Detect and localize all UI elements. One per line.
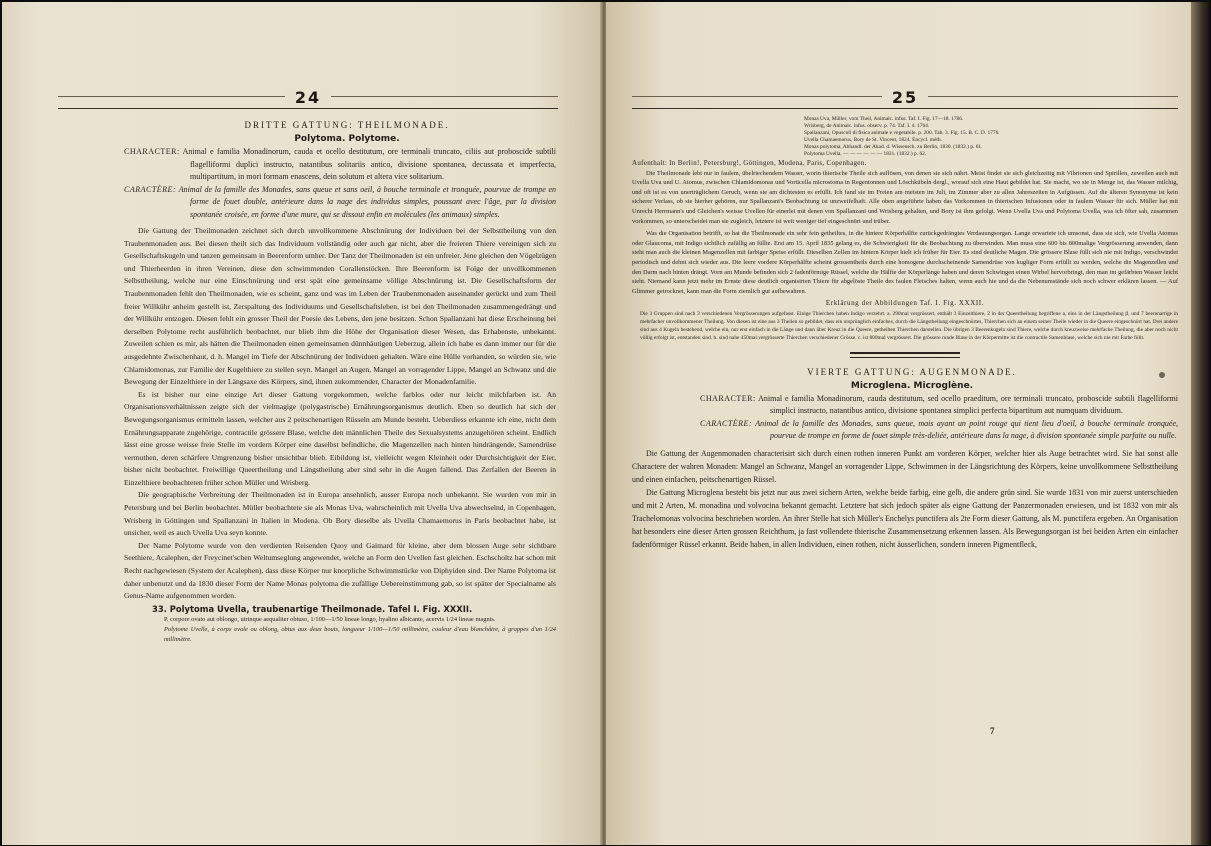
citation: Monas Uva, Müller, vom Theil, Animalc. infus. Taf. I. Fig. 17—18. 1786. [804, 116, 964, 122]
left-paragraph-2: Es ist bisher nur eine einzige Art dieser Gattung vorgekommen, welche farblos oder nur leicht milchfarben ist. An Organisationsverhältnissen zeigte sich der vielmagige (polygastrische) Ernährungsorganismus deutlich. Eben so deutlich hat sich der Bewegungsorganismus ermitteln lassen, welcher aus 2 peitschenartigen Rüsseln am Munde besteht. Ueberdiess erkannte ich eine, nicht dem Ernährungsapparate zugehörige, contractile grössere Blase, welche den männlichen Theile des Sexualsystems anzugehören scheint. Endlich lässt eine grosse weisse freie Stelle im vordern Körper eine daselbst befindliche, die Magenzellen nach hinten hindrängende, Samendrüse vermuthen, deren schärfere Umgrenzung bisher unsichtbar blieb. Eibildung ist, vielleicht wegen Kleinheit oder Durchsichtigkeit der Eier, bisher nicht beobachtet. Freiwillige Queertheilung und Längstheilung aber sind sehr in die Augen fallend. Das Zerfallen der Beeren in Einzelthiere beobachteten früher schon Müller und Wrisberg. [124, 389, 556, 487]
left-paragraph-1: Die Gattung der Theilmonaden zeichnet sich durch unvollkommene Abschnürung der Individuen bei der Selbsttheilung von den Traubenmonaden aus. Bei diesen theilt sich das Individuum vollständig oder auch gar nicht, aber die freieren Thiere vereinigen sich zu Gesellschaftskugeln und tanzen gemeinsam in Beerenform umher. Der Tanz der Theilmonaden ist ein unfreier. Jene gleichen den Vögelzügen und Thierheerden in ihren Vereinen, diese den schwimmenden Corallenstöcken. Ihre Beerenform ist Folge der unvollkommenen Selbsttheilung, welche nur eine Einschnürung und erst spät eine gemeinsame völlige Abschnürung ist. Die Gesellschaftsform der Traubenmonaden fehlt den Theilmonaden, wie es scheint, ganz und was im Leben der Traubenmonaden auseinander gerückt und zum Theil freier Willkühr anheim gestellt ist, Zerspaltung des Individuums und Gesellschaftsleben, ist bei den Theilmonaden zusammengedrängt und der Willkühr entzogen. Diesen fehlt ein grosser Theil der Poesie des Lebens, den jene besitzen. Schon Spallanzani hat diese Erscheinung bei derselben Polytome recht ausführlich beobachtet, nur blieb ihm die Höhe der Organisation dieser Wesen, das Erhabenste, unbekannt. Zuweilen schien es mir, als hätten die Theilmonaden einen gemeinsamen dünnhäutigen Ueberzug, allein ich habe es dann immer nur für die ausgedehnte Zwischenhaut, d. h. Mangel im Tiefe der Abschnürung der Individuen gehalten. Wäre eine Hülle vorhanden, so würden sie, wie Chlamidomonas, zur Familie der Kugelthiere zu stellen seyn. Mangel an Augen, Mangel an vorragender Lippe, Mangel an Schwanz und die Bewegung der Einzelthiere in der Längsaxe des Körpers, sind, ihnen zukommender, Character der Monadenfamilie. [124, 226, 556, 387]
right-upper-text [632, 159, 1178, 342]
left-page-header [58, 88, 558, 109]
erklaerung-text: Die 3 Gruppen sind nach 3 verschiedenen Vergrösserungen aufgefasst. Einige Thierchen haben Indigo verzehrt. a. 290mal vergrössert, enthält 3 Einzelthiere, 2 in der Queertheilung begriffene a, eins in der Längstheilung β, und 7 beerenartige in mehrfacher unvollkommener Theilung. Von diesen ist eine aus 3 Theilen so gebildet, dass ein ursprünglich einfaches, durch die Längstheilung eingeschnürtes, Thierchen sich an einem seiner Theile wieder in die Queere eingeschnürt hat. Drei andere sind aus 4 Kugeln bestehend, welche ein, nur erst einfach in die Länge und dann über Kreuz in die Queere, getheilten Thierchen darstellen. Die übrigen 3 Beerenkugeln sind Thiere, welche durch kreuzweise mehrfache Theilung, die aber noch nicht völlig erfolgt ist, entstanden sind. b. sind nahe 450mal vergrösserte Thierchen verschiedener Grösse. c. ist 800mal vergrössert. Die grössere runde Blase in der Körpermitte ist die contractile Samenblase, welche sich nie mit Farbe füllt. [640, 310, 1178, 341]
right-paragraph-2: Was die Organisation betrifft, so hat die Theilmonade ein sehr fein getheiltes, in die hintere Körperhälfte zurückgedrängtes Verdauungsorgan. Lange erwartete ich umsonst, dass sie sich, wie Uvella Atomus oder Glaucoma, mit Indigo sichtlich zufällig an füllte. Erst am 15. April 1835 gelang es, die Schwierigkeit für die Beobachtung zu überwinden. Man muss eine 600 bis 800malige Vergrösserung anwenden, dann sieht man auch die kleinen Magenzellen mit farbiger Speise erfüllt. Dieselben Zellen im hintern Körper hielt ich früher für Eier. Es sind deutliche Magen. Die grössere Blase füllt sich nie mit Indigo, verschwindet periodisch und dehnt sich wieder aus. Die leere vordere Körperhälfte scheint grossentheils durch eine homogene durchscheinende Samendrüse von kugliger Form erfüllt zu werden, welche die Magenzellen und den Darm nach hinten drängt. Vorn am Munde befinden sich 2 fadenförmige Rüssel, welche die Hälfte der Körperlänge haben und deren Schwingen einen Wirbel hervorbringt, den man im gefärbten Wasser leicht sieht. Niemand kann jetzt mehr im Ernste diese deutlich organisirten Thiere für abgelöste Theile des faulen Fleisches halten, wenn auch hie und da die Nebenumstände sich noch schwer erklären lassen. — Auf Glimmer getrocknet, kann man die Form ziemlich gut aufbewahren. [632, 230, 1178, 295]
species-heading: 33. Polytoma Uvella, traubenartige Theilmonade. Tafel I. Fig. XXXII. [152, 603, 473, 614]
right-character-text: Animal e familia Monadinorum, cauda destitutum, sed ocello praeditum, ore terminali truncato, proboscide subtili flagelliformi simplici instructo, natantibus antico, divisione spontanea simplici perfecta bipartitum aut numquam dividuum. [758, 393, 1179, 416]
right-genus-title: Microglena. Microglène. [850, 380, 974, 391]
citation: Wrisberg, de Animalc. infus. observ. p. 74. Taf. I. 4. 1764. [804, 123, 930, 129]
left-caractere-text: Animal de la famille des Monades, sans queue et sans oeil, à bouche terminale et tronquée, pourvue de trompe en forme de fouet double, antérieure dans la nage des individus simples, poussant avec l'âge, par la division spontanée croisée, en forme d'une mure, qui se dissout enfin en molécules (les animaux) simples. [178, 184, 557, 219]
left-paragraph-4: Der Name Polytome wurde von den verdienten Reisenden Quoy und Gaimard für kleine, aber dem blossen Auge sehr sichtbare Seethiere, Acalephen, der Freycinet'schen Weltumseglung angewendet, welche an Form den Uvellen fast gleichen. Eschscholtz hat schon mit Recht nachgewiesen (System der Acalephen), dass diese Körper nur knorpliche Schwimmstücke von Diphyiden sind. Der Name Polytoma ist daher unbenutzt und da 1830 dieser Form der Name Monas polytoma die zufällige Uebereinstimmung gab, so ist später der Specialname als Genus-Name aufgenommen worden. [124, 540, 556, 601]
right-page-number: 25 [882, 88, 928, 107]
species-latin: P. corpore ovato aut oblongo, utrinque aequaliter obtuso, 1/100—1/50 lineae longo, hyalino albicante, acervis 1/24 lineae magnis. [164, 616, 496, 624]
book-spread [2, 2, 1209, 845]
citation: Uvella Chamaemorus, Bory de St. Vincent, 1824. Encycl. méth. [804, 137, 942, 143]
synonymy-citations [632, 116, 1178, 158]
section-divider [850, 352, 960, 358]
page-blemish [1159, 372, 1165, 378]
citation: Monas polytoma, Abhandl. der Akad. d. Wissensch. zu Berlin, 1830. (1832.) p. 61. [804, 144, 983, 150]
left-paragraph-3: Die geographische Verbreitung der Theilmonaden ist in Europa ansehnlich, ausser Europa noch unbekannt. Sie wurden von mir in Petersburg und bei Berlin beobachtet. Müller beobachtete sie als Monas Uva, wahrscheinlich mit Uvella Uva abwechselnd, in Copenhagen, Wrisberg in Göttingen und Spallanzani in Italien in Modena. Ob Bory dieselbe als Uvella Chamaemorus in Paris beobachtet habe, ist unsicher, weil es auch Uvella Uva seyn konnte. [124, 490, 556, 538]
species-diagnosis [124, 615, 556, 644]
erklaerung-title: Erklärung der Abbildungen Taf. I. Fig. XXXII. [825, 299, 985, 308]
left-character [124, 146, 556, 184]
right-page [606, 2, 1191, 845]
left-character-label: CHARACTER: [124, 147, 180, 156]
left-character-text: Animal e familia Monadinorum, cauda et ocello destitutum, ore terminali truncato, ciliis aut proboscide subtili flagelliformi duplici instructo, natantibus solitariis antico, divisione spontanea, decussata et imperfecta, multipartitum, in mori formam enascens, dein solutum et altera vice solitarium. [182, 147, 556, 181]
right-paragraph-3: Die Gattung der Augenmonaden characterisirt sich durch einen rothen inneren Punkt am vorderen Körper, welcher hier als Auge betrachtet wird. Sie hat sonst alle Charactere der wahren Monaden: Mangel an Schwanz, Mangel an vorragender Lippe, Schwimmen in der Längsrichtung des Körpers, keine unvollkommene Selbsttheilung und einen einfachen, peitschenartigen Rüssel. [632, 448, 1178, 484]
left-caractere-label: CARACTÈRE: [124, 184, 177, 194]
aufenthalt: Aufenthalt: In Berlin!, Petersburg!, Göttingen, Modena, Paris, Copenhagen. [632, 159, 867, 167]
left-caractere [124, 184, 556, 222]
right-lower-text [632, 447, 1178, 551]
right-caractere-text: Animal de la famille des Monades, sans queue, mais ayant un point rouge qui tient lieu d'oeil, à bouche terminale tronquée, pourvue de trompe en forme de fouet simple très-deliée, antérieure dans la nage, à division spontanée simple parfaite ou nulle. [755, 418, 1178, 441]
left-page-body [124, 119, 556, 644]
citation: Polytoma Uvella, — — — — — — 1831. (1832.) p. 62. [804, 151, 927, 157]
right-page-body [632, 116, 1178, 551]
citation: Spallanzani, Opuscoli di fisica animale e vegetabile. p. 200. Tab. 3. Fig. 15. B. C. D. 1776. [804, 130, 1000, 136]
signature-mark: 7 [990, 726, 995, 736]
species-french: Polytome Uvelle, à corps ovale ou oblong, obtus aux deux bouts, longueur 1/100—1/50 millimètre, couleur d'eau blanchâtre, à grappes d'un 1/24 millimètre. [164, 626, 556, 643]
left-page [2, 2, 602, 845]
right-paragraph-1: Die Theilmonade lebt nur in faulem, übelriechendem Wasser, worin thierische Theile sich auflösen, von denen sie sich nährt. Meist findet sie sich gleichzeitig mit Vibrionen und Spirillen, zuweilen auch mit Uvella Uva und U. Atomus, zwischen Chlamidomonas und Vorticella microstoma in Regentonnen und Löschkübeln dergl., worauf sich eine Haut gebildet hat. Sie macht, wo sie in Menge ist, das Wasser milchig, und oft ist es von unerträglichem Geruch, wenn sie am dichtesten es erfüllt. Ich fand sie im Freien am meisten im Juli, im Zimmer aber zu allen Jahreszeiten in Aufgüssen. Auf die älteren Synonyme ist kein sicherer Verlass, ob sie hierher gehören, nur Spallanzani's Beobachtung ist unzweifelhaft. Alle oben angeführte haben das Vorkommen in thierischen Infusionen oder in faulem Wasser für sich. Müller hat mit Unrecht Herrmann's und Gleichen's weisse Uvellen für einerlei mit denen von Spallanzani und Wrisberg gehalten, und Bory ist ihm gefolgt. Wenn Uvella Uva und Polytoma Uvella, was ich öfter sah, zusammen vorkommen, so unterscheidet man sie zugleich, letztere ist weit weniger tief eingeschnürt und trüber. [632, 169, 1178, 225]
right-caractere-label: CARACTÈRE: [700, 418, 753, 428]
book-edge [1191, 2, 1209, 845]
right-character [632, 393, 1178, 418]
right-paragraph-4: Die Gattung Microglena besteht bis jetzt nur aus zwei sichern Arten, welche beide farbig, eine gelb, die andere grün sind. Sie wurde 1831 von mir zuerst unterschieden und mit 2 Arten, M. monadina und volvocina bekannt gemacht. Letztere hat sich jedoch später als eigne Gattung der Panzermonaden erwiesen, und ist 1832 von mir als Trachelomonas volvocina beschrieben worden. An ihrer Stelle hat sich Müller's Enchelys punctifera als 2te Form dieser Gattung, als M. punctifera ergeben. An Organisation hat besonders eine dieser Arten grossen Reichthum, ja fast vollendete thierische Zusammensetzung erkennen lassen. Als Bewegungsorgan ist bei beiden Arten ein einfacher fadenförmiger Rüssel erkannt. Beide haben, in allen Individuen, einen rothen, nicht äusserlichen, sondern inneren Pigmentfleck, [632, 487, 1178, 549]
left-section-title: DRITTE GATTUNG: THEILMONADE. [244, 120, 450, 130]
left-genus-title: Polytoma. Polytome. [294, 134, 400, 144]
right-caractere [632, 418, 1178, 443]
right-section-title: VIERTE GATTUNG: AUGENMONADE. [807, 366, 1017, 377]
left-page-number: 24 [285, 88, 331, 107]
right-page-header [632, 88, 1178, 109]
right-character-label: CHARACTER: [700, 393, 756, 403]
